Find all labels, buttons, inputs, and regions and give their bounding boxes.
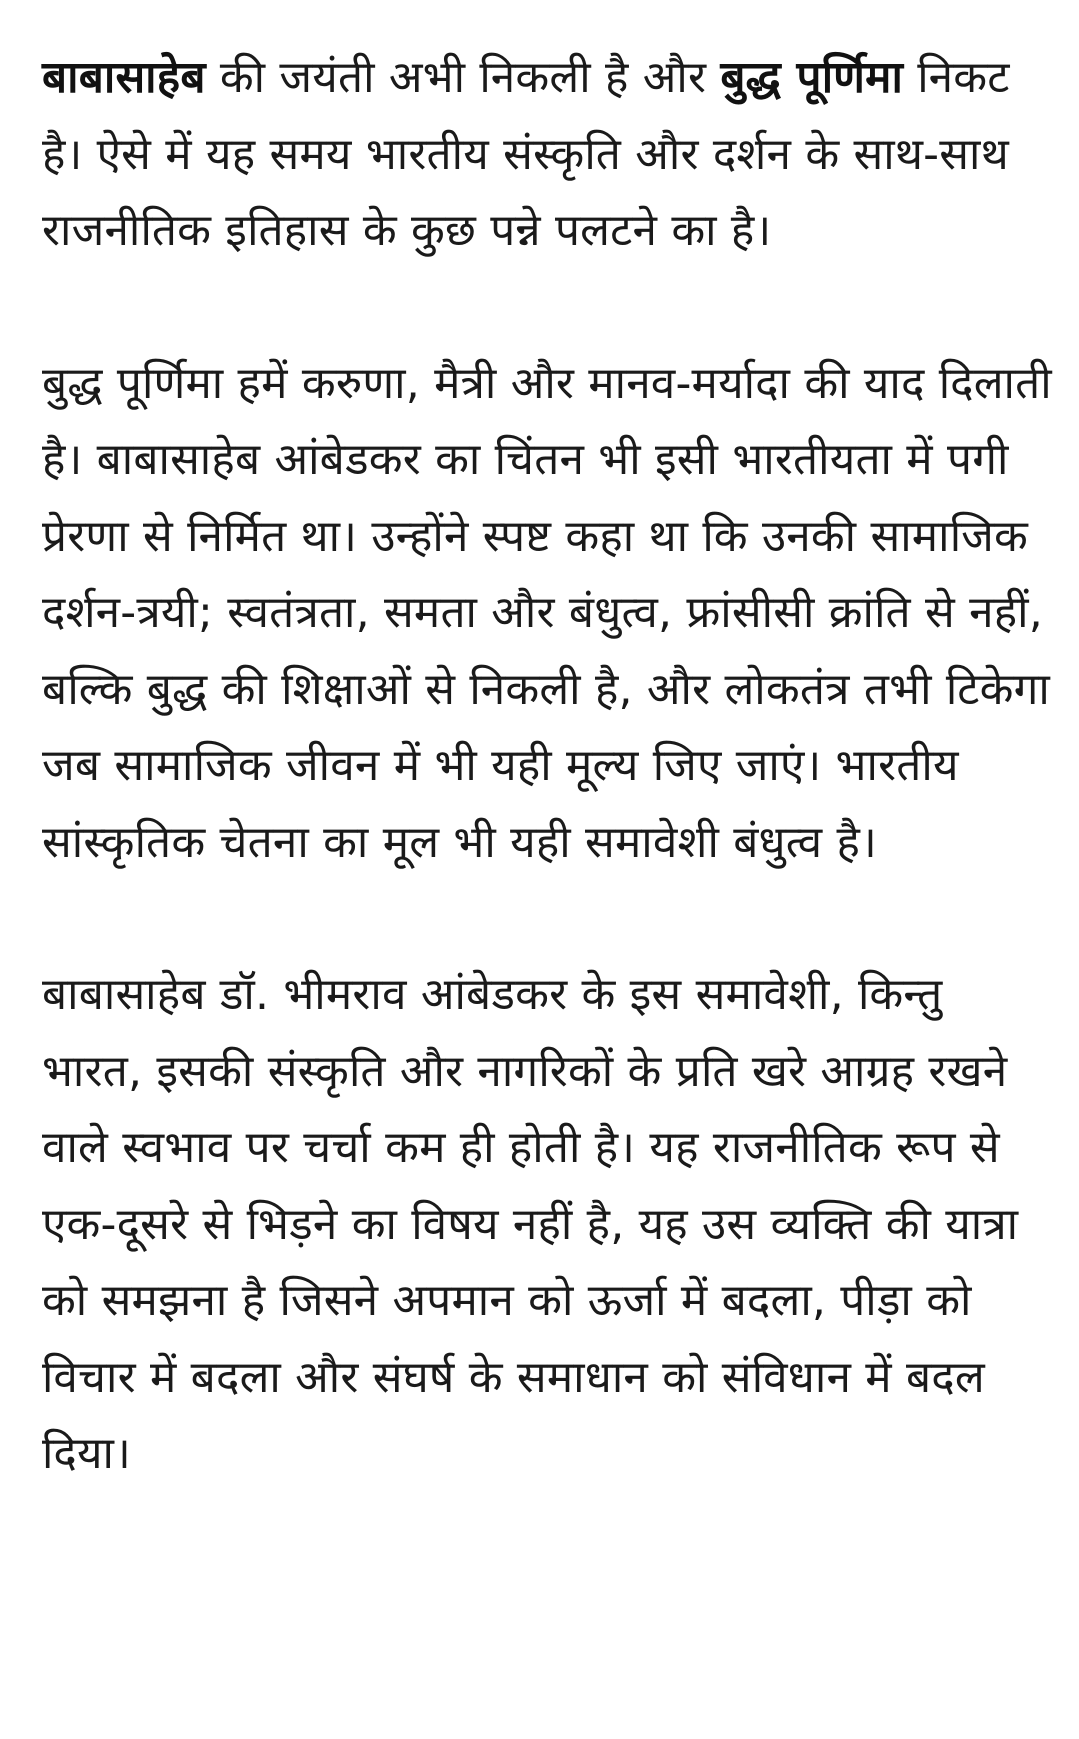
paragraph-text: बुद्ध पूर्णिमा हमें करुणा, मैत्री और मानव-मर्यादा की याद दिलाती है। बाबासाहेब आंबेडकर का चिंतन भी इसी भारतीयता में पगी प्रेरणा से निर्मित था। उन्होंने स्पष्ट कहा था कि उनकी सामाजिक दर्शन-त्रयी; स्वतंत्रता, समता और बंधुत्व, फ्रांसीसी क्रांति से नहीं, बल्कि बुद्ध की शिक्षाओं से निकली है, और लोकतंत्र तभी टिकेगा जब सामाजिक जीवन में भी यही मूल्य जिए जाएं। भारतीय सांस्कृतिक चेतना का मूल भी यही समावेशी बंधुत्व है। bbox=[42, 357, 1052, 868]
paragraph-text: बाबासाहेब डॉ. भीमराव आंबेडकर के इस समावेशी, किन्तु भारत, इसकी संस्कृति और नागरिकों के प्रति खरे आग्रह रखने वाले स्वभाव पर चर्चा कम ही होती है। यह राजनीतिक रूप से एक-दूसरे से भिड़ने का विषय नहीं है, यह उस व्यक्ति की यात्रा को समझना है जिसने अपमान को ऊर्जा में बदला, पीड़ा को विचार में बदला और संघर्ष के समाधान को संविधान में बदल दिया। bbox=[42, 969, 1019, 1479]
highlight-buddha-purnima: बुद्ध पूर्णिमा bbox=[720, 52, 904, 103]
paragraph-text: निकट है। ऐसे में यह समय भारतीय संस्कृति और दर्शन के साथ-साथ राजनीतिक इतिहास के कुछ पन्ने पलटने का है। bbox=[42, 52, 1010, 256]
highlight-babasaheb: बाबासाहेब bbox=[42, 52, 206, 103]
paragraph-2 bbox=[42, 346, 1052, 882]
article-body bbox=[42, 40, 1052, 1493]
paragraph-3 bbox=[42, 957, 1052, 1493]
paragraph-1 bbox=[42, 40, 1052, 270]
paragraph-text: की जयंती अभी निकली है और bbox=[205, 52, 721, 103]
